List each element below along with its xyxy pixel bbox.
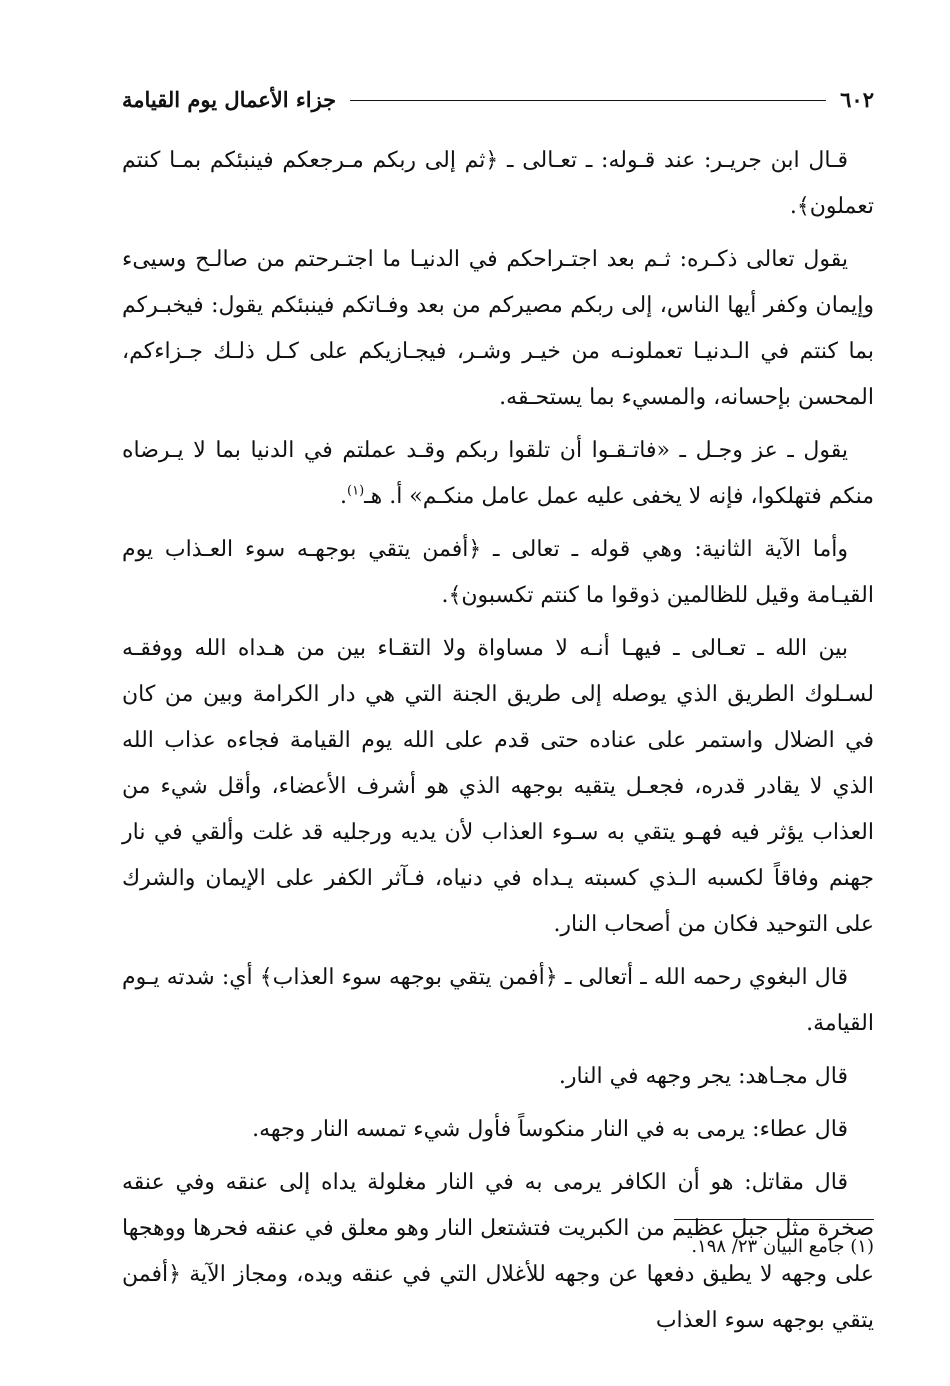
footnote-reference-suffix: .: [340, 484, 348, 509]
paragraph-ata: قال عطاء: يرمى به في النار منكوساً فأول شيء تمسه النار وجهه.: [252, 1117, 848, 1142]
paragraph-ibn-jarir: قـال ابن جريـر: عند قـوله: ـ تعـالى ـ ﴿ثم إلى ربكم مـرجعكم فينبئكم بمـا كنتم تعملون﴾.: [122, 148, 874, 219]
footnote-reference: (١): [347, 483, 365, 499]
paragraph-second-verse: وأما الآية الثانية: وهي قوله ـ تعالى ـ ﴿أفمن يتقي بوجهـه سوء العـذاب يوم القيـامة وقيل للظالمين ذوقوا ما كنتم تكسبون﴾.: [122, 537, 874, 608]
page-number: ٦٠٢: [840, 87, 874, 112]
paragraph-commentary-2: [122, 428, 874, 520]
page: [122, 80, 874, 1351]
footnote-rule: [674, 1219, 874, 1220]
paragraph-commentary-1: يقول تعالى ذكـره: ثـم بعد اجتـراحكم في الدنيـا ما اجتـرحتم من صالـح وسيىء وإيمان وكفر أيها الناس، إلى ربكم مصيركم من بعد وفـاتكم فينبئكم يقول: فيخبـركم بما كنتم في الـدنيـا تعملونـه من خيـر وشـر، فيجـازيكم على كـل ذلـك جـزاءكم، المحسن بإحسانه، والمسيء بما يستحـقه.: [122, 247, 874, 410]
paragraph-mujahid: قال مجـاهد: يجر وجهه في النار.: [558, 1064, 848, 1089]
paragraph-muqatil: قال مقاتل: هو أن الكافر يرمى به في النار مغلولة يداه إلى عنقه وفي عنقه صخرة مثل جبل عظيم من الكبريت فتشتعل النار وهو معلق في عنقه فحرها ووهجها على وجهه لا يطيق دفعها عن وجهه للأغلال التي في عنقه ويده، ومجاز الآية ﴿أفمن يتقي بوجهه سوء العذاب: [122, 1170, 874, 1333]
paragraph-commentary-2-text: يقول ـ عز وجـل ـ «فاتـقـوا أن تلقوا ربكم وقـد عملتم في الدنيا بما لا يـرضاه منكم فتهلكوا، فإنه لا يخفى عليه عمل عامل منكـم» أ. هـ: [122, 438, 874, 509]
running-title: جزاء الأعمال يوم القيامة: [122, 87, 337, 112]
footnote: (١) جامع البيان ٢٣/ ١٩٨.: [691, 1236, 874, 1257]
header-rule: [350, 100, 826, 101]
running-head: [122, 80, 874, 120]
body-text: [122, 138, 874, 1344]
paragraph-explanation: بين الله ـ تعـالى ـ فيهـا أنـه لا مساواة ولا التقـاء بين من هـداه الله ووفقـه لسـلوك الطريق الذي يوصله إلى طريق الجنة التي هي دار الكرامة وبين من كان في الضلال واستمر على عناده حتى قدم على الله يوم القيامة فجاءه عذاب الله الذي لا يقادر قدره، فجعـل يتقيه بوجهه الذي هو أشرف الأعضاء، وأقل شيء من العذاب يؤثر فيه فهـو يتقي به سـوء العذاب لأن يديه ورجليه قد غلت وألقي في نار جهنم وفاقاً لكسبه الـذي كسبته يـداه في دنياه، فـآثر الكفر على الإيمان والشرك على التوحيد فكان من أصحاب النار.: [122, 636, 874, 937]
paragraph-baghawi: قال البغوي رحمه الله ـ أتعالى ـ ﴿أفمن يتقي بوجهه سوء العذاب﴾ أي: شدته يـوم القيامة.: [122, 965, 874, 1036]
